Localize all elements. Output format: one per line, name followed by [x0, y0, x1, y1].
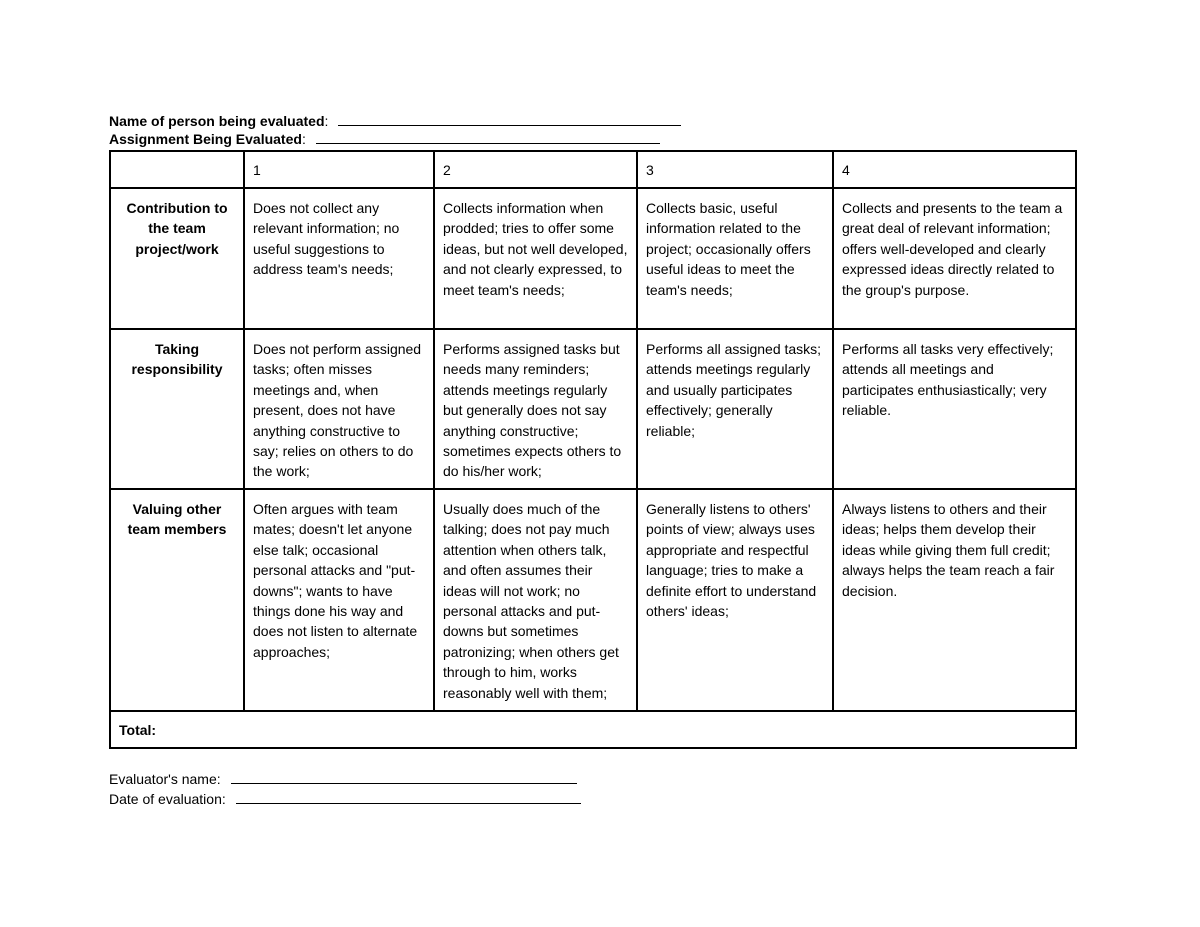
total-row	[110, 711, 1076, 748]
header-cell-score-4: 4	[833, 151, 1076, 188]
rubric-cell: Collects basic, useful information related to the project; occasionally offers useful ideas to meet the team's needs;	[637, 188, 833, 329]
date-line	[109, 790, 581, 808]
evaluator-line	[109, 770, 577, 788]
criterion-responsibility: Taking responsibility	[110, 329, 244, 489]
total-label[interactable]: Total:	[110, 711, 1076, 748]
table-row	[110, 489, 1076, 711]
rubric-cell: Collects information when prodded; tries to offer some ideas, but not well developed, and not clearly expressed, to meet team's needs;	[434, 188, 637, 329]
evaluator-blank[interactable]	[231, 770, 577, 784]
header-cell-empty	[110, 151, 244, 188]
rubric-cell: Collects and presents to the team a great deal of relevant information; offers well-developed and clearly expressed ideas directly related to the group's purpose.	[833, 188, 1076, 329]
rubric-cell: Usually does much of the talking; does not pay much attention when others talk, and often assumes their ideas will not work; no personal attacks and put-downs but sometimes patronizing; when others get through to him, works reasonably well with them;	[434, 489, 637, 711]
rubric-table	[109, 150, 1077, 749]
criterion-valuing-members: Valuing other team members	[110, 489, 244, 711]
rubric-cell: Performs all assigned tasks; attends meetings regularly and usually participates effectively; generally reliable;	[637, 329, 833, 489]
table-row	[110, 329, 1076, 489]
rubric-cell: Performs all tasks very effectively; attends all meetings and participates enthusiastically; very reliable.	[833, 329, 1076, 489]
person-name-line	[109, 112, 681, 130]
assignment-label: Assignment Being Evaluated	[109, 131, 302, 147]
header-cell-score-2: 2	[434, 151, 637, 188]
rubric-cell: Does not collect any relevant information; no useful suggestions to address team's needs;	[244, 188, 434, 329]
assignment-blank[interactable]	[316, 130, 660, 144]
colon: :	[301, 131, 306, 147]
colon: :	[324, 113, 329, 129]
rubric-cell: Generally listens to others' points of view; always uses appropriate and respectful language; tries to make a definite effort to understand others' ideas;	[637, 489, 833, 711]
evaluator-label: Evaluator's name:	[109, 771, 221, 787]
rubric-cell: Performs assigned tasks but needs many reminders; attends meetings regularly but generally does not say anything constructive; sometimes expects others to do his/her work;	[434, 329, 637, 489]
rubric-cell: Often argues with team mates; doesn't let anyone else talk; occasional personal attacks and "put-downs"; wants to have things done his way and does not listen to alternate approaches;	[244, 489, 434, 711]
person-name-blank[interactable]	[338, 112, 681, 126]
date-label: Date of evaluation:	[109, 791, 226, 807]
header-cell-score-1: 1	[244, 151, 434, 188]
rubric-cell: Always listens to others and their ideas; helps them develop their ideas while giving them full credit; always helps the team reach a fair decision.	[833, 489, 1076, 711]
assignment-line	[109, 130, 660, 148]
person-name-label: Name of person being evaluated	[109, 113, 325, 129]
header-row	[110, 151, 1076, 188]
date-blank[interactable]	[236, 790, 581, 804]
header-cell-score-3: 3	[637, 151, 833, 188]
table-row	[110, 188, 1076, 329]
rubric-cell: Does not perform assigned tasks; often misses meetings and, when present, does not have anything constructive to say; relies on others to do the work;	[244, 329, 434, 489]
criterion-contribution: Contribution to the team project/work	[110, 188, 244, 329]
